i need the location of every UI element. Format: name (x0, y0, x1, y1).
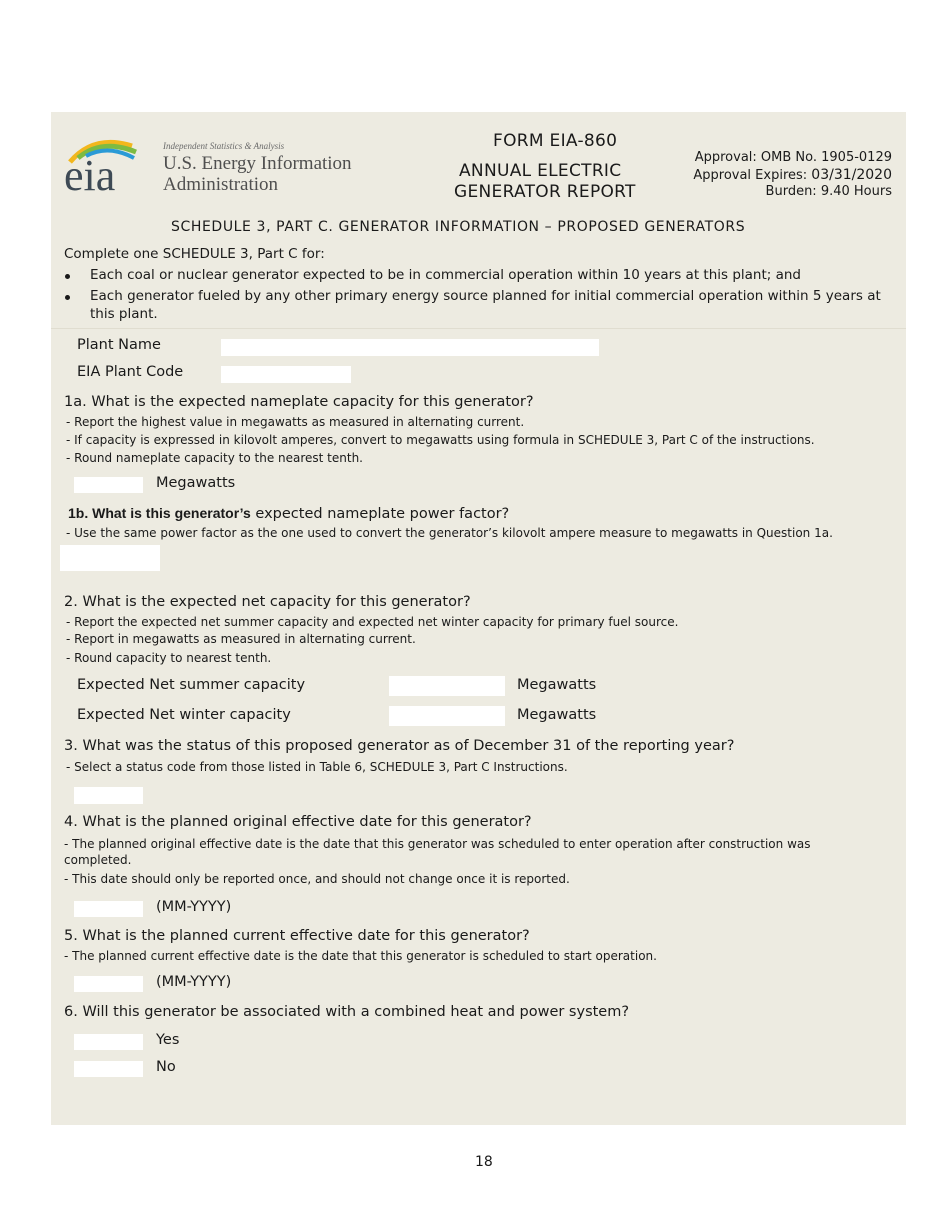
q1a-note3: - Round nameplate capacity to the nearest tenth. (66, 451, 363, 465)
agency-tagline: Independent Statistics & Analysis (163, 141, 285, 151)
plant-code-label: EIA Plant Code (77, 364, 184, 380)
q4-title: 4. What is the planned original effective date for this generator? (64, 814, 532, 830)
q1a-unit: Megawatts (156, 475, 236, 491)
form-panel (51, 112, 906, 1125)
approval-expires-label: Approval Expires: (693, 168, 808, 183)
summer-capacity-label: Expected Net summer capacity (77, 677, 306, 693)
summer-capacity-unit: Megawatts (517, 677, 597, 693)
status-code-input[interactable] (74, 787, 143, 804)
power-factor-input[interactable] (60, 545, 160, 571)
divider (51, 328, 906, 329)
chp-no-label: No (156, 1059, 176, 1075)
bullet-icon (65, 295, 70, 300)
plant-code-input[interactable] (221, 366, 351, 383)
winter-capacity-unit: Megawatts (517, 707, 597, 723)
q5-format: (MM-YYYY) (156, 974, 232, 990)
q4-note1-line2: completed. (64, 853, 132, 867)
form-title-line1: ANNUAL ELECTRIC (459, 161, 622, 181)
winter-capacity-input[interactable] (389, 706, 505, 726)
q1b-note: - Use the same power factor as the one used to convert the generator’s kilovolt ampere measure to megawatts in Question 1a. (66, 526, 833, 540)
approval-omb: Approval: OMB No. 1905-0129 (694, 150, 892, 165)
q2-title: 2. What is the expected net capacity for this generator? (64, 594, 471, 610)
chp-yes-checkbox[interactable] (74, 1034, 143, 1050)
approval-expires (693, 167, 892, 183)
q1a-note2: - If capacity is expressed in kilovolt amperes, convert to megawatts using formula in SCHEDULE 3, Part C of the instructions. (66, 433, 815, 447)
agency-name-line2: Administration (163, 174, 279, 195)
intro-lead: Complete one SCHEDULE 3, Part C for: (64, 246, 325, 262)
bullet-icon (65, 274, 70, 279)
chp-yes-label: Yes (156, 1032, 180, 1048)
q1a-title: 1a. What is the expected nameplate capacity for this generator? (64, 394, 534, 410)
q2-note3: - Round capacity to nearest tenth. (66, 651, 272, 665)
q2-note1: - Report the expected net summer capacity and expected net winter capacity for primary fuel source. (66, 615, 679, 629)
schedule-title: SCHEDULE 3, PART C. GENERATOR INFORMATION – PROPOSED GENERATORS (171, 219, 746, 235)
q1b-title (68, 505, 509, 522)
original-date-input[interactable] (74, 901, 143, 917)
nameplate-capacity-input[interactable] (74, 477, 143, 493)
plant-name-input[interactable] (221, 339, 599, 356)
winter-capacity-label: Expected Net winter capacity (77, 707, 291, 723)
eia-logo-icon (64, 132, 144, 196)
q3-note: - Select a status code from those listed in Table 6, SCHEDULE 3, Part C Instructions. (66, 760, 568, 774)
intro-bullet1: Each coal or nuclear generator expected to be in commercial operation within 10 years at this plant; and (90, 267, 802, 283)
q6-title: 6. Will this generator be associated with a combined heat and power system? (64, 1004, 630, 1020)
q2-note2: - Report in megawatts as measured in alternating current. (66, 632, 416, 646)
q4-format: (MM-YYYY) (156, 899, 232, 915)
page-number: 18 (475, 1154, 493, 1170)
summer-capacity-input[interactable] (389, 676, 505, 696)
q1b-title-bold: 1b. What is this generator’s (68, 505, 251, 521)
q5-title: 5. What is the planned current effective date for this generator? (64, 928, 530, 944)
agency-name-line1: U.S. Energy Information (163, 153, 352, 174)
form-title-line2: GENERATOR REPORT (454, 182, 636, 202)
approval-expires-value: 03/31/2020 (811, 167, 892, 183)
intro-bullet2-line1: Each generator fueled by any other primary energy source planned for initial commercial operation within 5 years at (90, 288, 881, 304)
q3-title: 3. What was the status of this proposed generator as of December 31 of the reporting year? (64, 738, 735, 754)
q1a-note1: - Report the highest value in megawatts as measured in alternating current. (66, 415, 525, 429)
form-number: FORM EIA-860 (493, 131, 618, 151)
current-date-input[interactable] (74, 976, 143, 992)
q4-note1-line1: - The planned original effective date is the date that this generator was scheduled to enter operation after construction was (64, 837, 811, 851)
intro-bullet2-line2: this plant. (90, 306, 158, 322)
plant-name-label: Plant Name (77, 337, 161, 353)
q4-note2: - This date should only be reported once, and should not change once it is reported. (64, 872, 570, 886)
logo-text: eia (64, 151, 116, 196)
chp-no-checkbox[interactable] (74, 1061, 143, 1077)
burden: Burden: 9.40 Hours (765, 184, 892, 199)
q5-note: - The planned current effective date is the date that this generator is scheduled to start operation. (64, 949, 657, 963)
q1b-title-rest: expected nameplate power factor? (250, 506, 510, 522)
